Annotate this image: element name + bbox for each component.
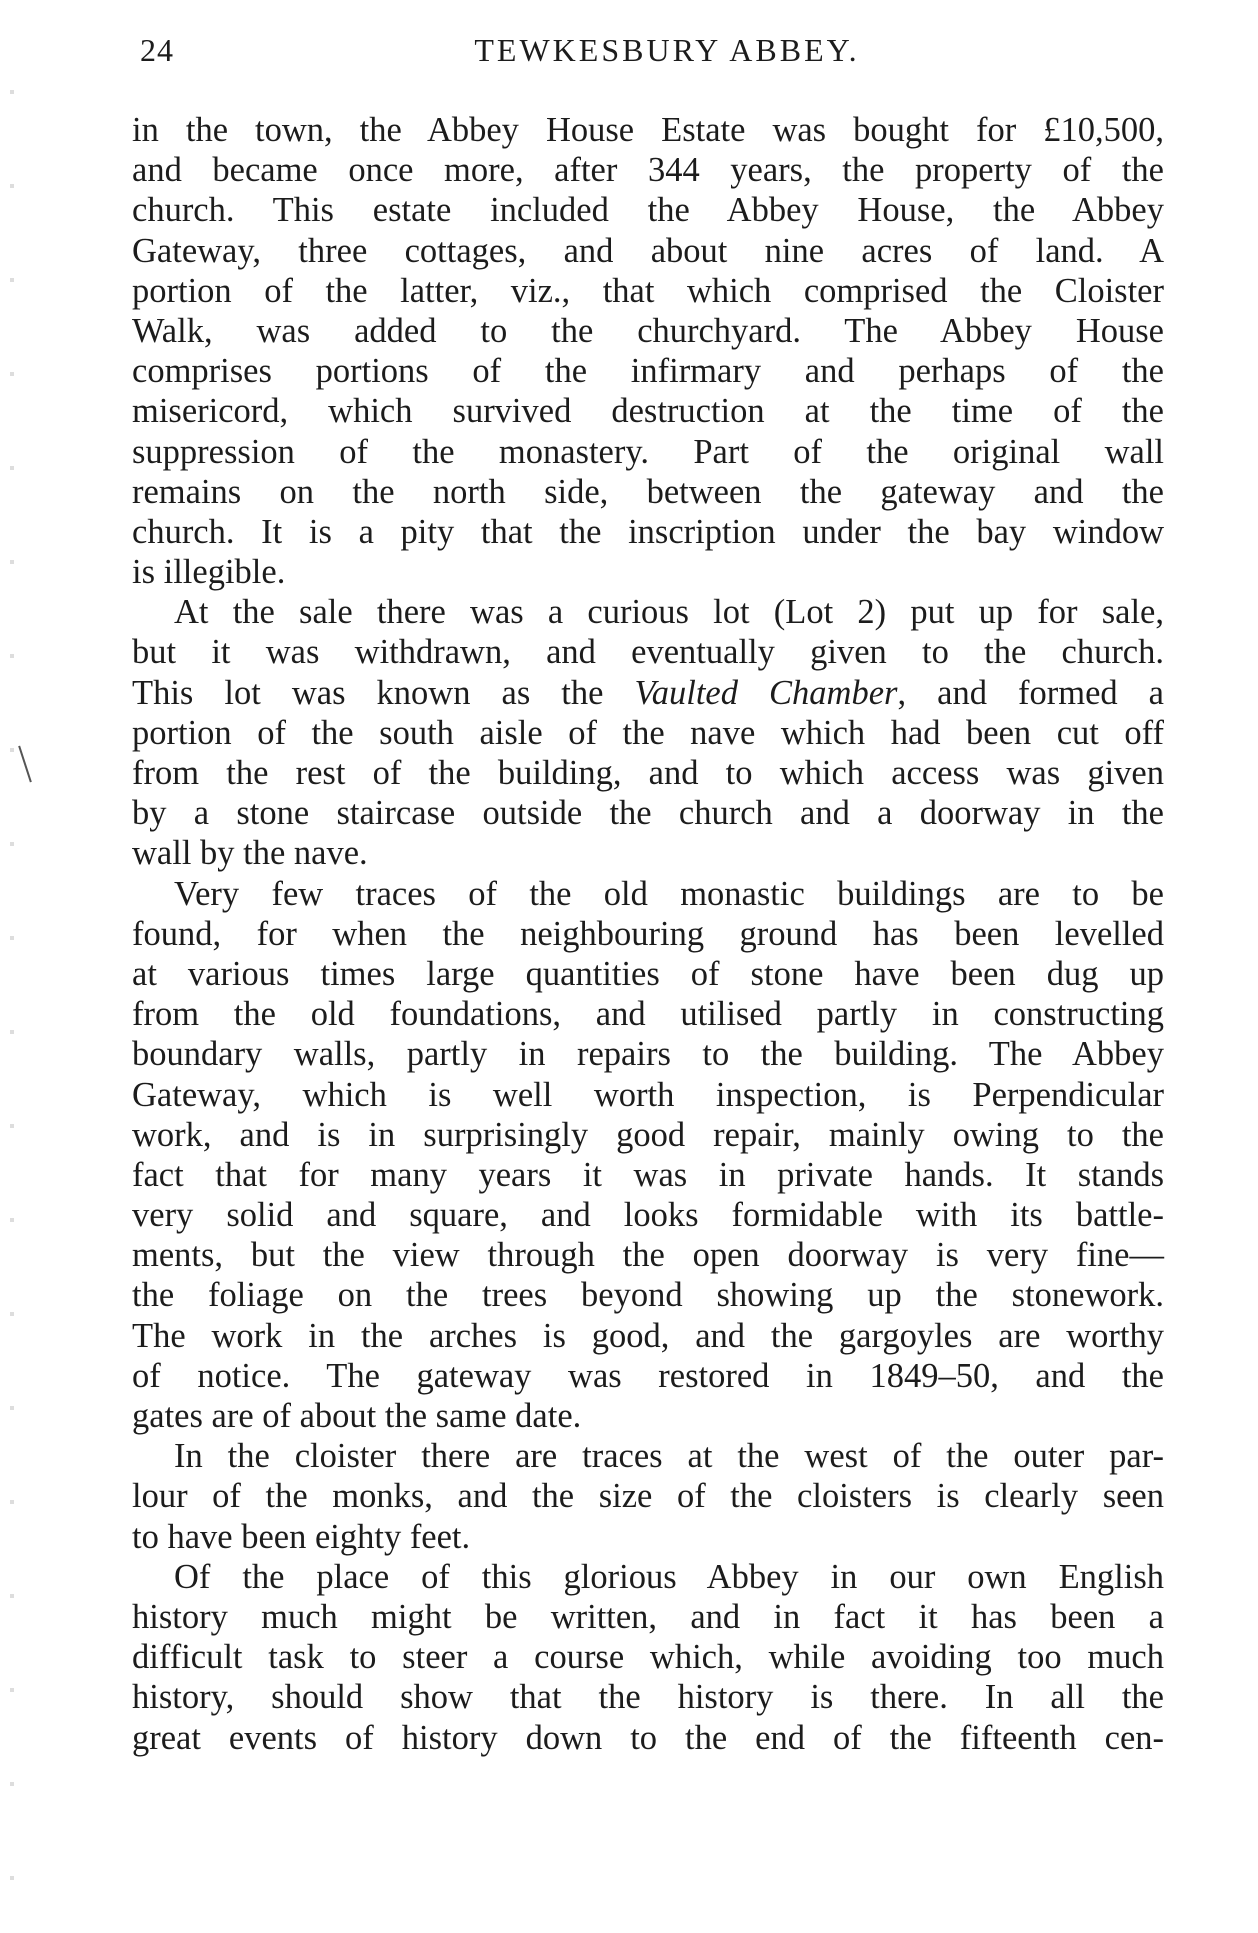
- text-line: found, for when the neighbouring ground has been levelled: [132, 914, 1164, 953]
- text-line: difficult task to steer a course which, while avoiding too much: [132, 1638, 1164, 1677]
- text-line: Very few traces of the old monastic buildings are to be: [174, 874, 1164, 913]
- text-line: in the town, the Abbey House Estate was bought for £10,500,: [132, 111, 1164, 149]
- text-line: suppression of the monastery. Part of the original wall: [132, 432, 1164, 471]
- text-line: but it was withdrawn, and eventually given to the church.: [132, 633, 1164, 672]
- italic-title: Vaulted Chamber: [634, 673, 898, 712]
- text-line: from the old foundations, and utilised partly in constructing: [132, 995, 1164, 1034]
- text-line: is illegible.: [132, 553, 286, 592]
- text-line: Gateway, which is well worth inspection, is Perpendicular: [132, 1075, 1164, 1114]
- text-line: Of the place of this glorious Abbey in our own English: [174, 1557, 1164, 1596]
- running-head: [132, 32, 1162, 78]
- text-line: to have been eighty feet.: [132, 1517, 471, 1556]
- paragraph: [132, 1436, 1164, 1557]
- text-line: work, and is in surprisingly good repair, mainly owing to the: [132, 1115, 1164, 1154]
- text-line: church. This estate included the Abbey House, the Abbey: [132, 191, 1164, 230]
- scan-margin-artifact: [10, 0, 14, 1933]
- text-line: boundary walls, partly in repairs to the building. The Abbey: [132, 1035, 1164, 1074]
- paragraph: [132, 110, 1164, 592]
- text-line: lour of the monks, and the size of the cloisters is clearly seen: [132, 1477, 1164, 1516]
- paragraph: [132, 1557, 1164, 1758]
- text-line: The work in the arches is good, and the gargoyles are worthy: [132, 1316, 1164, 1355]
- text-line: by a stone staircase outside the church and a doorway in the: [132, 794, 1164, 833]
- text-line: at various times large quantities of stone have been dug up: [132, 954, 1164, 993]
- text-line: ments, but the view through the open doorway is very fine—: [132, 1236, 1164, 1275]
- paragraph: [132, 592, 1164, 873]
- text-line: and became once more, after 344 years, the property of the: [132, 151, 1164, 190]
- text-line: wall by the nave.: [132, 834, 368, 873]
- text-line: This lot was known as the Vaulted Chamber, and formed a: [132, 673, 1164, 712]
- stray-pencil-mark: [18, 746, 32, 783]
- text-line: comprises portions of the infirmary and perhaps of the: [132, 352, 1164, 391]
- text-line: great events of history down to the end of the fifteenth cen-: [132, 1718, 1164, 1757]
- text-line: from the rest of the building, and to which access was given: [132, 754, 1164, 792]
- page-number: 24: [140, 32, 174, 68]
- text-line: remains on the north side, between the gateway and the: [132, 472, 1164, 511]
- text-line: very solid and square, and looks formidable with its battle-: [132, 1196, 1164, 1235]
- text-line: portion of the south aisle of the nave which had been cut off: [132, 713, 1164, 752]
- text-line: In the cloister there are traces at the west of the outer par-: [174, 1437, 1164, 1476]
- text-line: history, should show that the history is there. In all the: [132, 1678, 1164, 1717]
- text-line: Gateway, three cottages, and about nine acres of land. A: [132, 231, 1164, 270]
- text-line: Walk, was added to the churchyard. The Abbey House: [132, 311, 1164, 350]
- running-title: TEWKESBURY ABBEY.: [474, 32, 860, 68]
- text-line: misericord, which survived destruction at the time of the: [132, 392, 1164, 431]
- text-line: church. It is a pity that the inscription under the bay window: [132, 512, 1164, 551]
- text-line: portion of the latter, viz., that which comprised the Cloister: [132, 271, 1164, 310]
- text-line: the foliage on the trees beyond showing up the stonework.: [132, 1276, 1164, 1315]
- text-line: of notice. The gateway was restored in 1849–50, and the: [132, 1356, 1164, 1395]
- text-line: At the sale there was a curious lot (Lot 2) put up for sale,: [174, 593, 1164, 632]
- text-line: gates are of about the same date.: [132, 1397, 582, 1435]
- text-line: fact that for many years it was in private hands. It stands: [132, 1155, 1164, 1194]
- text-line: history much might be written, and in fact it has been a: [132, 1597, 1164, 1636]
- body-text: [132, 110, 1164, 1758]
- paragraph: [132, 874, 1164, 1437]
